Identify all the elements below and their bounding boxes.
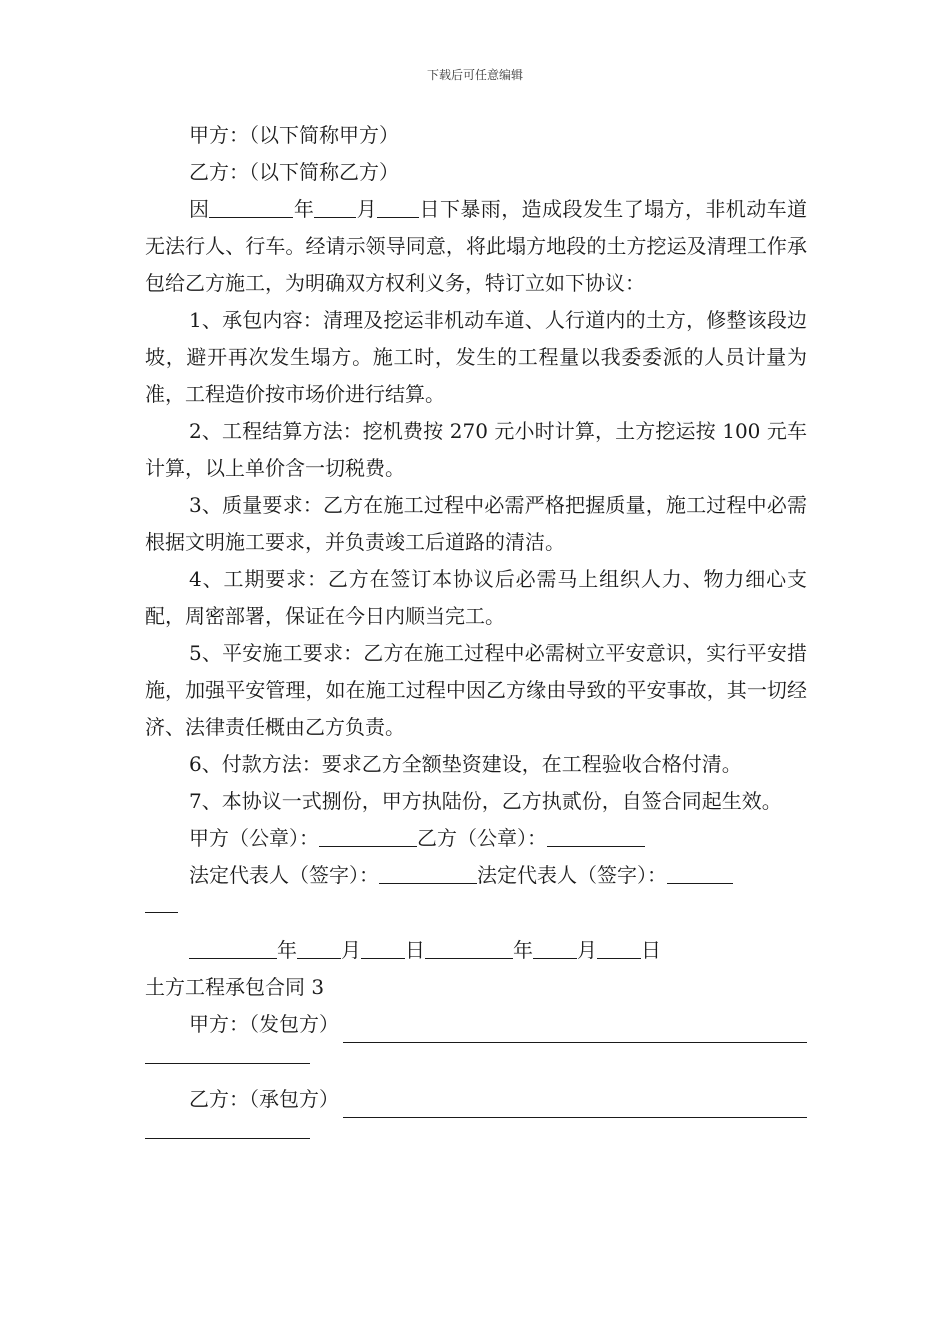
clause-2: 2、工程结算方法：挖机费按 270 元小时计算，土方挖运按 100 元车计算，以上单价含一切税费。 <box>145 419 807 480</box>
clause-1: 1、承包内容：清理及挖运非机动车道、人行道内的土方，修整该段边坡，避开再次发生塌方。施工时，发生的工程量以我委委派的人员计量为准，工程造价按市场价进行结算。 <box>145 308 807 406</box>
date-year-a: 年 <box>277 938 297 962</box>
party-b-label: 乙方：（承包方） <box>189 1087 339 1111</box>
blank-line <box>533 936 577 959</box>
date-month-b: 月 <box>577 938 597 962</box>
clause-7: 7、本协议一式捌份，甲方执陆份，乙方执贰份，自签合同起生效。 <box>189 789 782 813</box>
section-3-party-b <box>145 1081 807 1118</box>
blank-line <box>667 861 733 884</box>
date-year-b: 年 <box>513 938 533 962</box>
blank-line <box>343 1016 807 1043</box>
seal-line <box>145 820 807 857</box>
blank-line-continued <box>145 894 178 913</box>
blank-line <box>343 1091 807 1118</box>
clause-4: 4、工期要求：乙方在签订本协议后必需马上组织人力、物力细心支配，周密部署，保证在今日内顺当完工。 <box>145 567 807 628</box>
clause-6: 6、付款方法：要求乙方全额垫资建设，在工程验收合格付清。 <box>189 752 742 776</box>
party-a-label: 甲方：（发包方） <box>189 1012 339 1036</box>
blank-line <box>547 824 645 847</box>
party-a-seal-label: 甲方（公章）： <box>189 826 319 850</box>
blank-line <box>189 936 277 959</box>
blank-line-continued <box>145 1043 310 1064</box>
intro-month: 月 <box>356 197 378 221</box>
date-line <box>145 932 807 969</box>
blank-line <box>314 195 356 218</box>
clause-5: 5、平安施工要求：乙方在施工过程中必需树立平安意识，实行平安措施，加强平安管理，如在施工过程中因乙方缘由导致的平安事故，其一切经济、法律责任概由乙方负责。 <box>145 641 807 739</box>
party-a-intro: 甲方：（以下简称甲方） <box>189 123 399 147</box>
intro-paragraph <box>145 191 807 302</box>
clause-3: 3、质量要求：乙方在施工过程中必需严格把握质量，施工过程中必需根据文明施工要求，并负责竣工后道路的清洁。 <box>145 493 807 554</box>
date-day-a: 日 <box>405 938 425 962</box>
legal-rep-a-label: 法定代表人（签字）： <box>189 863 379 887</box>
date-month-a: 月 <box>341 938 361 962</box>
intro-rest: 日下暴雨，造成段发生了塌方，非机动车道无法行人、行车。经请示领导同意，将此塌方地段的土方挖运及清理工作承包给乙方施工，为明确双方权利义务，特订立如下协议： <box>145 197 808 295</box>
section-3-party-a <box>145 1006 807 1043</box>
date-day-b: 日 <box>641 938 661 962</box>
legal-rep-line <box>145 857 807 894</box>
blank-line <box>425 936 513 959</box>
party-b-intro: 乙方：（以下简称乙方） <box>189 160 399 184</box>
party-b-seal-label: 乙方（公章）： <box>417 826 547 850</box>
section-3-title: 土方工程承包合同 3 <box>145 975 325 999</box>
blank-line <box>597 936 641 959</box>
blank-line <box>209 195 293 218</box>
blank-line <box>319 824 417 847</box>
legal-rep-b-label: 法定代表人（签字）： <box>477 863 667 887</box>
blank-line <box>377 195 419 218</box>
blank-line <box>379 861 477 884</box>
document-body <box>145 117 807 1156</box>
blank-line <box>297 936 341 959</box>
blank-line-continued <box>145 1118 310 1139</box>
intro-year: 年 <box>293 197 315 221</box>
page-header: 下载后可任意编辑 <box>426 68 523 82</box>
blank-line <box>361 936 405 959</box>
intro-lead: 因 <box>189 197 210 221</box>
